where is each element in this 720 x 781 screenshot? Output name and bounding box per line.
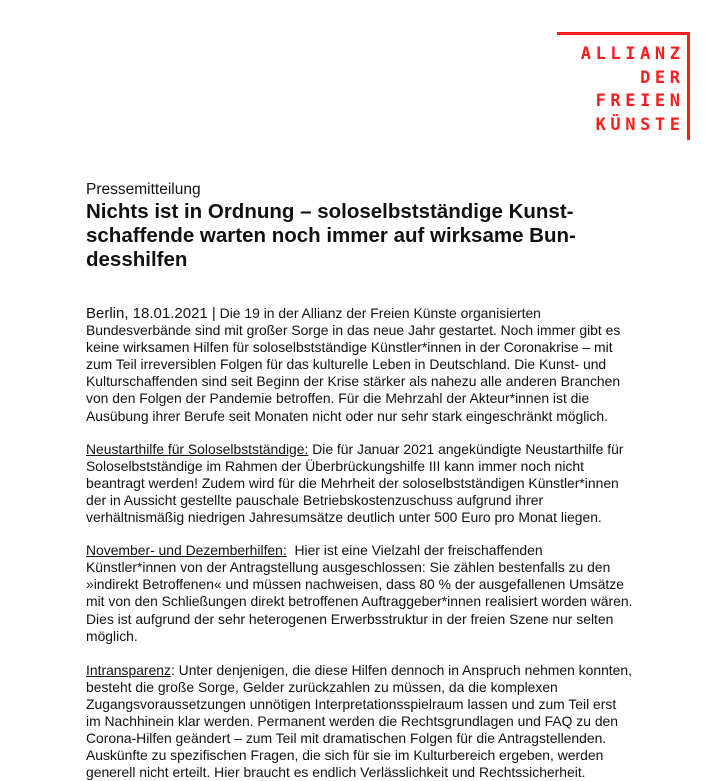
paragraph-text: Die 19 in der Allianz der Freien Künste organisierten Bundesverbände sind mit großer Sorge in das neue Jahr gestartet. Noch immer gibt es keine wirksamen Hilfen für soloselbstständige Künstler*innen in der Coronakrise – mit zum Teil irreversiblen Folgen für das kulturelle Leben in Deutschland. Die Kunst- und Kulturschaffenden sind seit Beginn der Krise stärker als nahezu alle anderen Branchen von den Folgen der Pandemie betroffen. Für die Mehrzahl der Akteur*innen ist die Ausübung ihrer Berufe seit Monaten nicht oder nur sehr stark eingeschränkt möglich. <box>86 305 621 424</box>
logo-wordmark <box>580 43 685 137</box>
logo-line-2: DER <box>640 67 685 88</box>
section-heading-november-dezemberhilfen: November- und Dezemberhilfen: <box>86 542 287 559</box>
paragraph-text: Hier ist eine Vielzahl der freischaffenden Künstler*innen von der Antragstellung ausgeschlossen: Sie zählen bestenfalls zu den »indirekt Betroffenen« und müssen nachweisen, dass 80 % der ausgefallenen Umsätze mit von den Schließungen direkt betroffenen Auftraggeber*innen realisiert worden wären. Dies ist aufgrund der sehr heterogenen Erwerbsstruktur in der freien Szene nur selten möglich. <box>86 542 637 644</box>
paragraph-text: : Unter denjenigen, die diese Hilfen dennoch in Anspruch nehmen konnten, besteht die große Sorge, Gelder zurückzahlen zu müssen, da die komplexen Zugangsvoraussetzungen unnötigen Interpretationsspielraum lassen und zum Teil erst im Nachhinein klar werden. Permanent werden die Rechtsgrundlagen und FAQ zu den Corona-Hilfen geändert – zum Teil mit dramatischen Folgen für die Antragstellenden. Auskünfte zu spezifischen Fragen, die sich für sie im Kulturbereich ergeben, werden generell nicht erteilt. Hier braucht es endlich Verlässlichkeit und Rechtssicherheit. <box>86 661 632 781</box>
document-kicker: Pressemitteilung <box>86 181 201 198</box>
section-heading-intransparenz: Intransparenz <box>86 661 171 678</box>
paragraph-text: Die für Januar 2021 angekündigte Neustarthilfe für Soloselbstständige im Rahmen der Überbrückungshilfe III kann immer noch nicht beantragt werden! Zudem wird für die Mehrheit der soloselbstständigen Künstler*innen der in Aussicht gestellte pauschale Betriebskostenzuschuss aufgrund ihrer verhältnismäßig niedrigen Jahresumsätze deutlich unter 500 Euro pro Monat liegen. <box>86 440 624 526</box>
logo-line-1: ALLIANZ <box>580 44 685 64</box>
allianz-logo <box>557 32 690 140</box>
section-heading-neustarthilfe: Neustarthilfe für Soloselbstständige: <box>86 440 309 457</box>
paragraph-november-dezemberhilfen <box>86 542 637 645</box>
paragraph-neustarthilfe <box>86 441 634 526</box>
logo-line-3: FREIEN <box>595 91 685 111</box>
paragraph-intro <box>86 305 634 425</box>
logo-frame-right <box>687 32 690 140</box>
press-release <box>86 181 637 781</box>
page-title: Nichts ist in Ordnung – soloselbstständige Kunstschaffende warten noch immer auf wirksame Bundesshilfen <box>86 200 576 271</box>
logo-line-4: KÜNSTE <box>595 114 685 135</box>
dateline: Berlin, 18.01.2021 | <box>86 305 216 322</box>
paragraph-intransparenz <box>86 662 634 781</box>
logo-frame-top <box>557 32 690 35</box>
